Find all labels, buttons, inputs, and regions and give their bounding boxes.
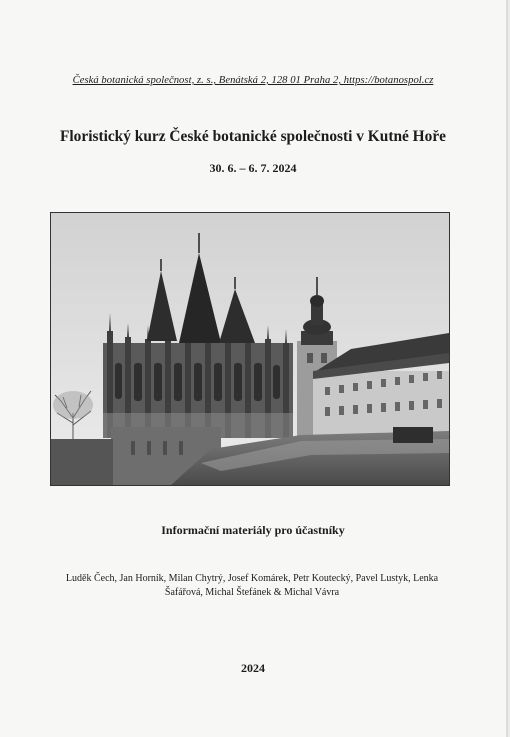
cathedral-photo: [50, 212, 450, 486]
authors-list: Luděk Čech, Jan Horník, Milan Chytrý, Josef Komárek, Petr Koutecký, Pavel Lustyk, Lenka Šafářová, Michal Štefánek & Michal Vávra: [65, 573, 439, 598]
photo-illustration: [51, 213, 449, 485]
document-title: Floristický kurz České botanické společnosti v Kutné Hoře: [59, 128, 447, 145]
document-subtitle: Informační materiály pro účastníky: [161, 523, 345, 537]
society-header[interactable]: Česká botanická společnost, z. s., Benátská 2, 128 01 Praha 2, https://botanospol.cz: [72, 75, 434, 86]
publication-year: 2024: [241, 661, 265, 675]
course-dates: 30. 6. – 6. 7. 2024: [209, 161, 297, 175]
